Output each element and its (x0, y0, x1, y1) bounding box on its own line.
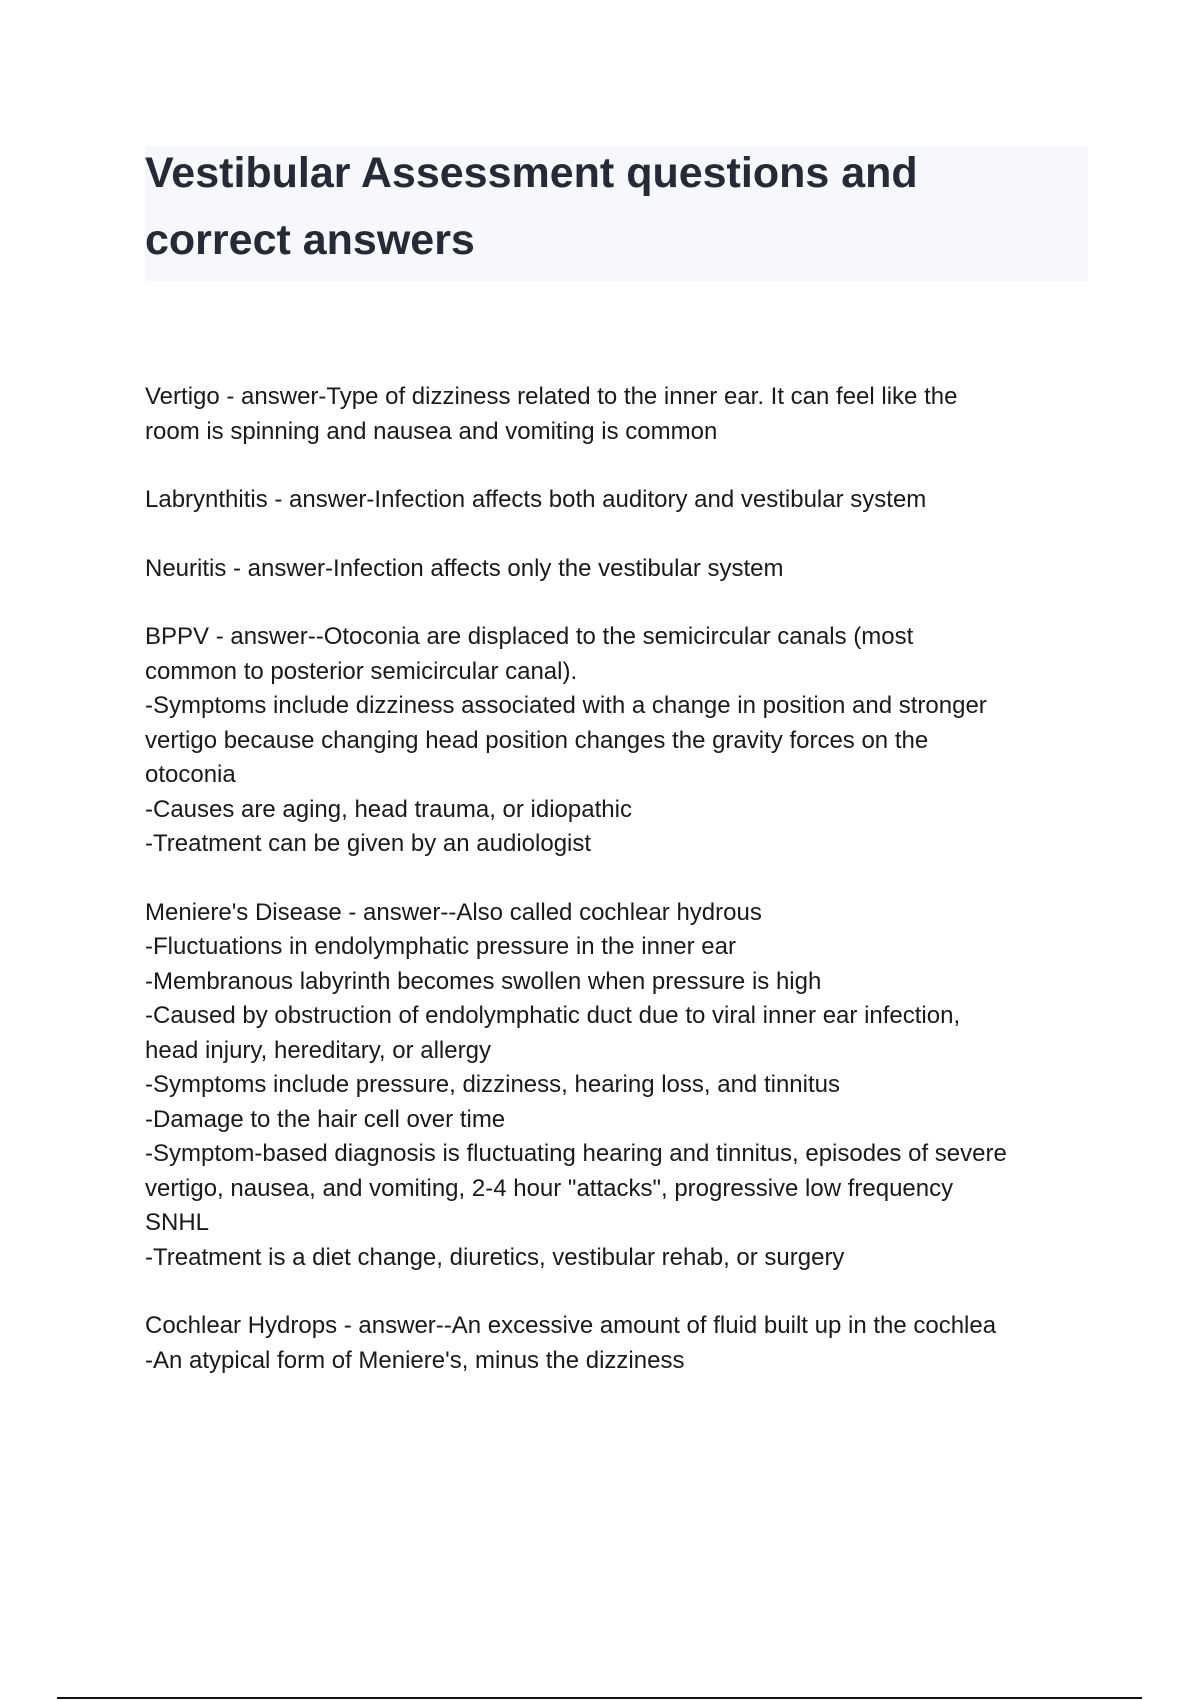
entry-labrynthitis (145, 483, 1095, 518)
entry-line: -An atypical form of Meniere's, minus the dizziness (145, 1346, 685, 1374)
entry-line: Cochlear Hydrops - answer--An excessive amount of fluid built up in the cochlea (145, 1312, 997, 1339)
entry-line: -Treatment can be given by an audiologist (145, 830, 592, 857)
entry-bppv (145, 620, 1095, 862)
entry-line: Meniere's Disease - answer--Also called cochlear hydrous (145, 898, 762, 926)
entry-line: Labrynthitis - answer-Infection affects both auditory and vestibular system (145, 486, 927, 513)
entry-cochlear-hydrops (145, 1309, 1095, 1378)
entry-line: -Membranous labyrinth becomes swollen when pressure is high (145, 967, 822, 995)
entry-line: -Symptoms include dizziness associated with a change in position and stronger (145, 692, 987, 719)
entry-line: otoconia (145, 761, 236, 788)
entry-line: -Damage to the hair cell over time (145, 1105, 506, 1133)
document-title (145, 140, 1075, 274)
entry-line: -Treatment is a diet change, diuretics, vestibular rehab, or surgery (145, 1243, 845, 1271)
entry-line: -Causes are aging, head trauma, or idiopathic (145, 795, 632, 823)
entry-line: -Symptom-based diagnosis is fluctuating hearing and tinnitus, episodes of severe (145, 1140, 1007, 1167)
entry-line: vertigo, nausea, and vomiting, 2-4 hour "attacks", progressive low frequency (145, 1174, 954, 1202)
entry-vertigo (145, 380, 1095, 449)
page-bottom-rule (57, 1697, 1142, 1699)
entry-line: room is spinning and nausea and vomiting is common (145, 417, 718, 445)
entry-line: -Symptoms include pressure, dizziness, hearing loss, and tinnitus (145, 1071, 840, 1098)
entry-line: -Caused by obstruction of endolymphatic duct due to viral inner ear infection, (145, 1002, 961, 1029)
entry-neuritis (145, 552, 1095, 587)
entry-line: head injury, hereditary, or allergy (145, 1036, 491, 1064)
entry-line: Neuritis - answer-Infection affects only the vestibular system (145, 554, 784, 582)
entry-line: -Fluctuations in endolymphatic pressure in the inner ear (145, 933, 736, 960)
entry-line: Vertigo - answer-Type of dizziness related to the inner ear. It can feel like the (145, 383, 958, 410)
entry-line: SNHL (145, 1209, 210, 1236)
document-body (145, 380, 1095, 1412)
entry-line: BPPV - answer--Otoconia are displaced to the semicircular canals (most (145, 623, 914, 650)
entry-menieres-disease (145, 896, 1095, 1276)
entry-line: common to posterior semicircular canal). (145, 657, 578, 685)
title-line: correct answers (145, 216, 475, 264)
title-line: Vestibular Assessment questions and (145, 149, 918, 197)
entry-line: vertigo because changing head position changes the gravity forces on the (145, 726, 929, 754)
